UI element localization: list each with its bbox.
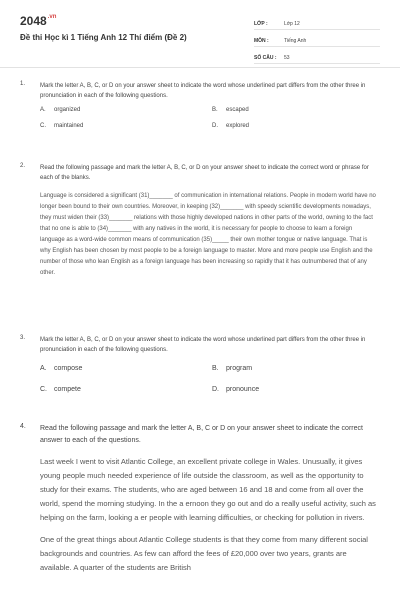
option-b[interactable] <box>212 365 378 372</box>
question-number: 4. <box>20 423 26 430</box>
question-1 <box>20 81 378 129</box>
reading-passage: Language is considered a significant (31)_______ of communication in international relations. People in modern world have no longer been bound to their own countries. Moreover, in keeping (32)_______ with speedy scientific developments nowadays, they must widen their (33)_______ relations with those highly developed nations in other parts of the world, owning to the fact that no one is able to (34)_______ with any natives in the world, it is necessary for people to choose to learn a foreign language as a word-wide common means of communication (35)_____ their own mother tongue or native language. That is why English has been chosen by most people to be a foreign language to master. More and more people use English and the number of those who lean English as a foreign language has been increasing so rapidly that it has outnumbered that of any other. <box>40 193 376 276</box>
subject-value: Tiếng Anh <box>284 38 307 44</box>
question-number: 1. <box>20 81 26 87</box>
question-2 <box>20 163 378 279</box>
count-value: 53 <box>284 55 290 61</box>
question-text: Read the following passage and mark the letter A, B, C or D on your answer sheet to indicate the correct answer to each of the questions. <box>40 425 363 444</box>
answer-options <box>40 365 378 393</box>
option-letter: C. <box>40 386 47 393</box>
logo-text: 2048 <box>20 14 47 28</box>
option-c[interactable] <box>40 386 212 393</box>
header-divider <box>0 67 400 68</box>
option-letter: D. <box>212 386 219 393</box>
count-label: SỐ CÂU : <box>254 55 277 61</box>
class-label: LỚP : <box>254 21 268 27</box>
question-number: 2. <box>20 163 26 169</box>
option-letter: C. <box>40 123 46 129</box>
site-logo[interactable] <box>20 14 56 28</box>
page-header <box>0 0 400 60</box>
question-number: 3. <box>20 335 26 341</box>
option-c[interactable] <box>40 123 212 129</box>
passage-paragraph: One of the great things about Atlantic College students is that they come from many different social backgrounds and countries. As few can afford the fees of £20,000 over two years, grants are available. A quarter of the students are British <box>40 535 368 572</box>
reading-passage <box>40 455 378 575</box>
class-value: Lớp 12 <box>284 21 300 27</box>
meta-class-row <box>254 16 380 30</box>
subject-label: MÔN : <box>254 38 269 44</box>
question-4 <box>20 423 378 583</box>
exam-meta <box>254 16 380 67</box>
option-text: compose <box>54 365 83 372</box>
option-letter: A. <box>40 107 46 113</box>
option-text: compete <box>54 386 81 393</box>
meta-subject-row <box>254 33 380 47</box>
meta-count-row <box>254 50 380 64</box>
question-text: Mark the letter A, B, C, or D on your answer sheet to indicate the word whose underlined part differs from the other three in pronunciation in each of the following questions. <box>40 83 366 99</box>
option-a[interactable] <box>40 107 212 113</box>
option-d[interactable] <box>212 123 378 129</box>
passage-paragraph: Last week I went to visit Atlantic College, an excellent private college in Wales. Unusually, it gives young people much needed experience of life outside the classroom, as well as the opportunity to study for their exams. The students, who are aged between 16 and 18 and come from all over the world, spend the morning studying. In the a ernoon they go out and do a really useful activity, such as helping on the farm, looking a er people with learning difficulties, or checking for pollution in rivers. <box>40 457 376 522</box>
exam-title: Đề thi Học kì 1 Tiếng Anh 12 Thí điểm (Đề 2) <box>20 33 187 42</box>
option-d[interactable] <box>212 386 378 393</box>
option-letter: A. <box>40 365 47 372</box>
option-text: pronounce <box>226 386 260 393</box>
option-text: escaped <box>226 107 249 113</box>
option-text: explored <box>226 123 250 129</box>
answer-options <box>40 107 378 129</box>
option-b[interactable] <box>212 107 378 113</box>
logo-suffix: .vn <box>47 14 57 20</box>
option-text: organized <box>54 107 81 113</box>
option-letter: B. <box>212 365 219 372</box>
option-text: maintained <box>54 123 84 129</box>
option-letter: B. <box>212 107 218 113</box>
option-a[interactable] <box>40 365 212 372</box>
option-text: program <box>226 365 253 372</box>
question-text: Read the following passage and mark the letter A, B, C, or D on your answer sheet to indicate the correct word or phrase for each of the blanks. <box>40 165 369 181</box>
question-text: Mark the letter A, B, C, or D on your answer sheet to indicate the word whose underlined part differs from the other three in pronunciation in each of the following questions. <box>40 337 366 353</box>
question-3 <box>20 335 378 393</box>
option-letter: D. <box>212 123 218 129</box>
